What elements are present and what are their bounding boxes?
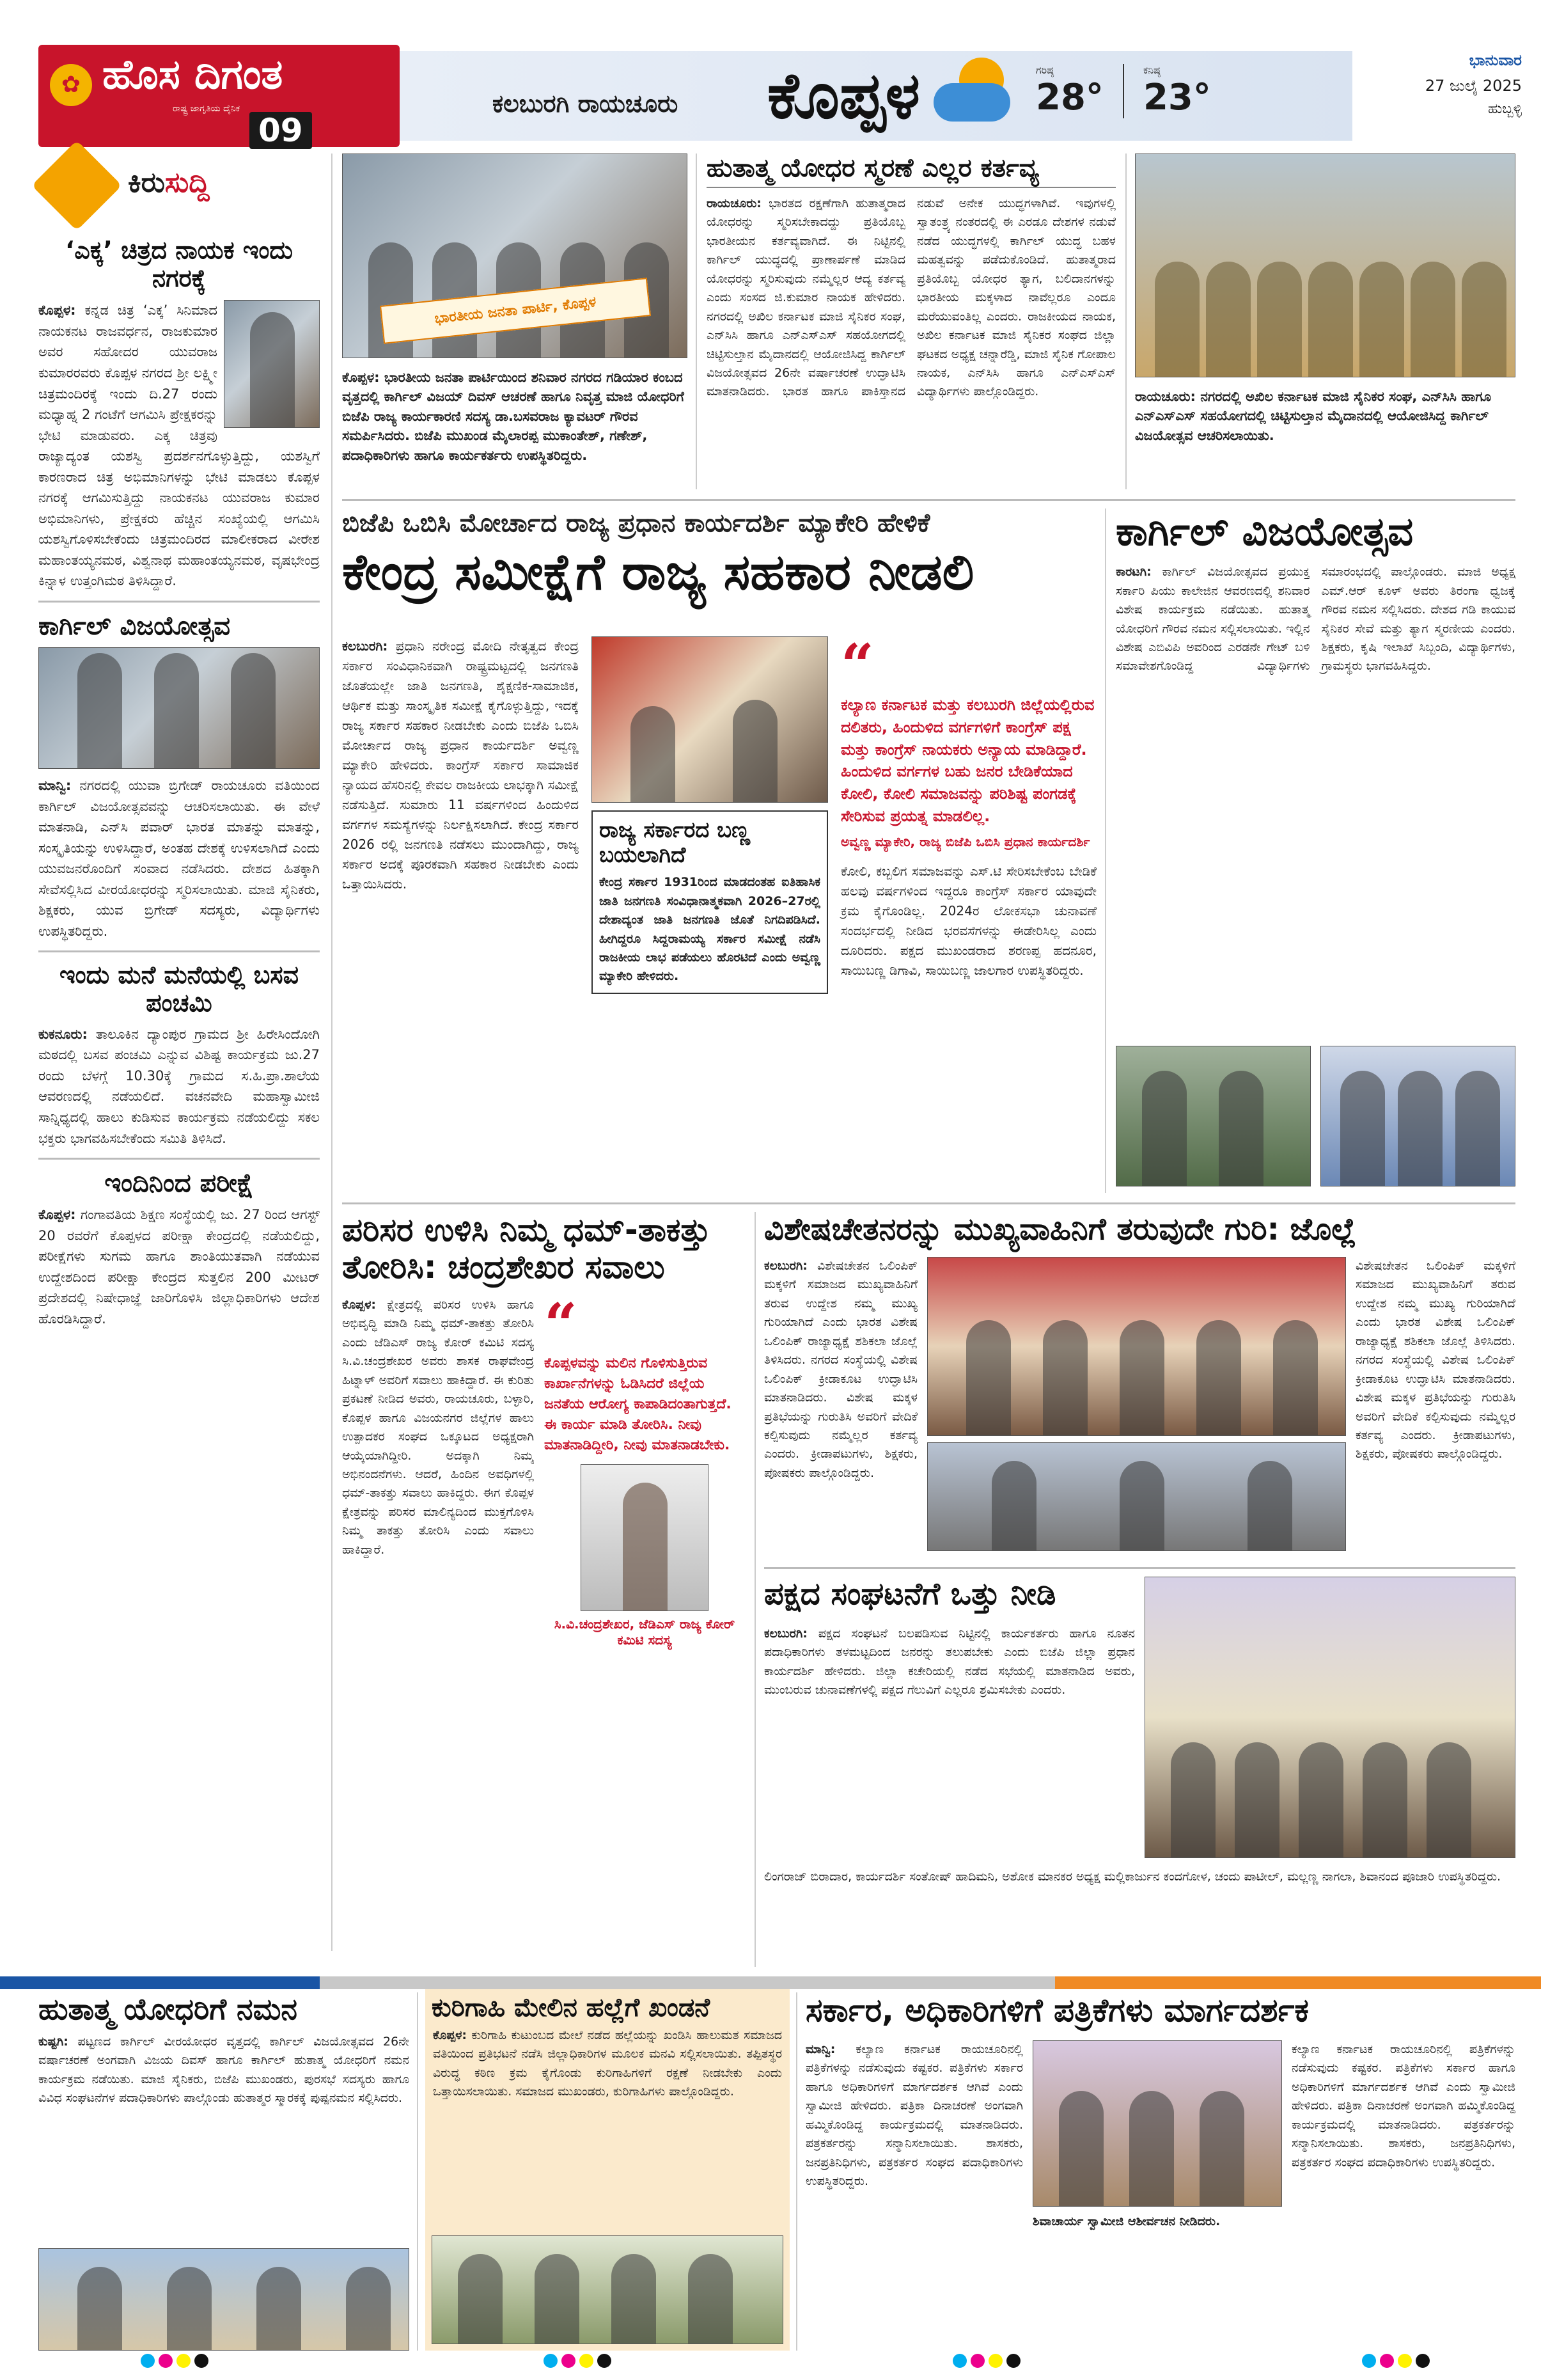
temperature-block: [1036, 64, 1211, 118]
brief-body: ಕನ್ನಡ ಚಿತ್ರ ‘ಎಕ್ಕ’ ಸಿನಿಮಾದ ನಾಯಕನಟ ರಾಜವರ್ಧನ, ರಾಜಕುಮಾರ ಅವರ ಸಹೋದರ ಯುವರಾಜ ಕುಮಾರರವರು ಕೊಪ್ಪಳ ನಗರದ ಶ್ರೀ ಲಕ್ಷ್ಮೀ ಚಿತ್ರಮಂದಿರಕ್ಕೆ ಇಂದು ದಿ.27 ರಂದು ಮಧ್ಯಾಹ್ನ 2 ಗಂಟೆಗೆ ಆಗಮಿಸಿ ಪ್ರೇಕ್ಷಕರನ್ನು ಭೇಟಿ ಮಾಡುವರು. ಎಕ್ಕ ಚಿತ್ರವು ರಾಜ್ಯಾದ್ಯಂತ ಯಶಸ್ವಿ ಪ್ರದರ್ಶನಗೊಳ್ಳುತ್ತಿದ್ದು, ಯಶಸ್ವಿಗೆ ಕಾರಣರಾದ ಚಿತ್ರ ಅಭಿಮಾನಿಗಳನ್ನು ಭೇಟಿ ಮಾಡಲು ಕೊಪ್ಪಳ ನಗರಕ್ಕೆ ಆಗಮಿಸುತ್ತಿದ್ದು ನಾಯಕನಟ ಯುವರಾಜ ಕುಮಾರ ಅಭಿಮಾನಿಗಳು, ಪ್ರೇಕ್ಷಕರು ಹೆಚ್ಚಿನ ಸಂಖ್ಯೆಯಲ್ಲಿ ಆಗಮಿಸಿ ಯಶಸ್ವಿಗೊಳಿಸಬೇಕೆಂದು ಚಿತ್ರಮಂದಿರದ ಮಾಲೀಕರಾದ ವೀರೇಶ ಮಹಾಂತಯ್ಯನಮಠ, ವಿಶ್ವನಾಥ ಮಹಾಂತಯ್ಯನಮಠ, ವೃಷಭೇಂದ್ರ ಕಿನ್ನಾಳ ಉತ್ತಂಗಿಮಠ ತಿಳಿಸಿದ್ದಾರೆ.: [38, 303, 320, 589]
column-divider: [331, 154, 332, 1951]
dateline: ಮಾನ್ವಿ:: [806, 2042, 836, 2056]
quote-author: ಸಿ.ವಿ.ಚಂದ್ರಶೇಖರ, ಜೆಡಿಎಸ್ ರಾಜ್ಯ ಕೋರ್ ಕಮಿಟಿ ಸದಸ್ಯ: [554, 1616, 735, 1648]
banner: ಭಾರತೀಯ ಜನತಾ ಪಾರ್ಟಿ, ಕೊಪ್ಪಳ: [380, 278, 651, 344]
felicitation-photo: [1033, 2040, 1282, 2207]
date: 27 ಜುಲೈ 2025: [1425, 77, 1522, 95]
page-number: 09: [249, 112, 312, 149]
hand-icon: [31, 140, 121, 230]
party-photo: [1145, 1577, 1515, 1858]
story-title: ಹುತಾತ್ಮ ಯೋಧರ ಸ್ಮರಣೆ ಎಲ್ಲರ ಕರ್ತವ್ಯ: [707, 154, 1039, 183]
max-temp: 28°: [1036, 77, 1104, 118]
story-body: ಪಟ್ಟಣದ ಕಾರ್ಗಿಲ್ ವೀರಯೋಧರ ವೃತ್ತದಲ್ಲಿ ಕಾರ್ಗಿಲ್ ವಿಜಯೋತ್ಸವದ 26ನೇ ವರ್ಷಾಚರಣೆ ಅಂಗವಾಗಿ ವಿಜಯ ದಿವಸ್ ಹಾಗೂ ಕಾರ್ಗಿಲ್ ಹುತಾತ್ಮ ಯೋಧರಿಗೆ ನಮನ ಕಾರ್ಯಕ್ರಮ ನಡೆಯಿತು. ಮಾಜಿ ಸೈನಿಕರು, ಬಿಜೆಪಿ ಮುಖಂಡರು, ಪುರಸಭೆ ಸದಸ್ಯರು ಹಾಗೂ ವಿವಿಧ ಸಂಘಟನೆಗಳ ಪದಾಧಿಕಾರಿಗಳು ಪಾಲ್ಗೊಂಡು ಹುತಾತ್ಮರ ಸ್ಮಾರಕಕ್ಕೆ ಪುಷ್ಪನಮನ ಸಲ್ಲಿಸಿದರು.: [38, 2034, 409, 2106]
bottom-middle-story: [425, 1989, 790, 2351]
quote-author: ಅವ್ವಣ್ಣ ಮ್ಯಾಕೇರಿ, ರಾಜ್ಯ ಬಿಜೆಪಿ ಒಬಿಸಿ ಪ್ರಧಾನ ಕಾರ್ಯದರ್ಶಿ: [841, 833, 1090, 849]
kargil-title: ಕಾರ್ಗಿಲ್ ವಿಜಯೋತ್ಸವ: [1116, 508, 1414, 555]
registration-marks: [1362, 2354, 1432, 2368]
story-body: ಕ್ಷೇತ್ರದಲ್ಲಿ ಪರಿಸರ ಉಳಿಸಿ ಹಾಗೂ ಅಭಿವೃದ್ಧಿ ಮಾಡಿ ನಿಮ್ಮ ಧಮ್-ತಾಕತ್ತು ತೋರಿಸಿ ಎಂದು ಜೆಡಿಎಸ್ ರಾಜ್ಯ ಕೋರ್ ಕಮಿಟಿ ಸದಸ್ಯ ಸಿ.ವಿ.ಚಂದ್ರಶೇಖರ ಅವರು ಶಾಸಕ ರಾಘವೇಂದ್ರ ಹಿಟ್ನಾಳ್ ಅವರಿಗೆ ಸವಾಲು ಹಾಕಿದ್ದಾರೆ. ಈ ಕುರಿತು ಪ್ರಕಟಣೆ ನೀಡಿದ ಅವರು, ರಾಯಚೂರು, ಬಳ್ಳಾರಿ, ಕೊಪ್ಪಳ ಹಾಗೂ ವಿಜಯನಗರ ಜಿಲ್ಲೆಗಳ ಹಾಲು ಉತ್ಪಾದಕರ ಸಂಘದ ಒಕ್ಕೂಟದ ಅಧ್ಯಕ್ಷರಾಗಿ ಆಯ್ಕೆಯಾಗಿದ್ದೀರಿ. ಅದಕ್ಕಾಗಿ ನಿಮ್ಮ ಅಭಿನಂದನೆಗಳು. ಆದರೆ, ಹಿಂದಿನ ಅವಧಿಗಳಲ್ಲಿ ಧಮ್-ತಾಕತ್ತು ಸವಾಲು ಹಾಕಿದ್ದರು. ಈಗ ಕೊಪ್ಪಳ ಕ್ಷೇತ್ರವನ್ನು ಪರಿಸರ ಮಾಲಿನ್ಯದಿಂದ ಮುಕ್ತಗೊಳಿಸಿ ನಿಮ್ಮ ತಾಕತ್ತು ತೋರಿಸಿ ಎಂದು ಸವಾಲು ಹಾಕಿದ್ದಾರೆ.: [342, 1298, 534, 1557]
column-divider: [796, 1992, 797, 2351]
min-label: ಕನಿಷ್ಠ: [1143, 64, 1161, 76]
actor-photo: [224, 300, 320, 428]
kiru-prefix: ಕಿರು: [128, 166, 165, 199]
story-body: ವಿಶೇಷಚೇತನ ಒಲಿಂಪಿಕ್ ಮಕ್ಕಳಿಗೆ ಸಮಾಜದ ಮುಖ್ಯವಾಹಿನಿಗೆ ತರುವ ಉದ್ದೇಶ ನಮ್ಮ ಮುಖ್ಯ ಗುರಿಯಾಗಿದೆ ಎಂದು ಭಾರತ ವಿಶೇಷ ಒಲಿಂಪಿಕ್ ರಾಜ್ಯಾಧ್ಯಕ್ಷೆ ಶಶಿಕಲಾ ಜೊಲ್ಲೆ ತಿಳಿಸಿದರು. ನಗರದ ಸಂಸ್ಥೆಯಲ್ಲಿ ವಿಶೇಷ ಒಲಿಂಪಿಕ್ ಕ್ರೀಡಾಕೂಟ ಉದ್ಘಾಟಿಸಿ ಮಾತನಾಡಿದರು. ವಿಶೇಷ ಮಕ್ಕಳ ಪ್ರತಿಭೆಯನ್ನು ಗುರುತಿಸಿ ಅವರಿಗೆ ವೇದಿಕೆ ಕಲ್ಪಿಸುವುದು ನಮ್ಮೆಲ್ಲರ ಕರ್ತವ್ಯ ಎಂದರು. ಕ್ರೀಡಾಪಟುಗಳು, ಶಿಕ್ಷಕರು, ಪೋಷಕರು ಪಾಲ್ಗೊಂಡಿದ್ದರು.: [764, 1259, 918, 1480]
story-title: ಸರ್ಕಾರ, ಅಧಿಕಾರಿಗಳಿಗೆ ಪತ್ರಿಕೆಗಳು ಮಾರ್ಗದರ್ಶಕ: [806, 1992, 1309, 2029]
dateline: ರಾಯಚೂರು:: [707, 196, 762, 210]
lead-body-2: ಕೋಲಿ, ಕಬ್ಬಲಿಗ ಸಮಾಜವನ್ನು ಎಸ್.ಟಿ ಸೇರಿಸಬೇಕೆಂಬ ಬೇಡಿಕೆ ಹಲವು ವರ್ಷಗಳಿಂದ ಇದ್ದರೂ ಕಾಂಗ್ರೆಸ್ ಸರ್ಕಾರ ಯಾವುದೇ ಕ್ರಮ ಕೈಗೊಂಡಿಲ್ಲ. 2024ರ ಲೋಕಸಭಾ ಚುನಾವಣೆ ಸಂದರ್ಭದಲ್ಲಿ ನೀಡಿದ ಭರವಸೆಗಳನ್ನು ಈಡೇರಿಸಿಲ್ಲ ಎಂದು ದೂರಿದರು. ಪಕ್ಷದ ಮುಖಂಡರಾದ ಶರಣಪ್ಪ ಹದನೂರ, ಸಾಯಿಬಣ್ಣ ಡಿಗಾವಿ, ಸಾಯಿಬಣ್ಣ ಜಾಲಗಾರ ಉಪಸ್ಥಿತರಿದ್ದರು.: [841, 863, 1097, 978]
main-city-title: ಕೊಪ್ಪಳ: [767, 58, 920, 133]
lotus-icon: ✿: [50, 64, 92, 106]
kargil-story: [1116, 508, 1515, 1193]
sidebar-title: ರಾಜ್ಯ ಸರ್ಕಾರದ ಬಣ್ಣ ಬಯಲಾಗಿದೆ: [599, 817, 751, 869]
dateline: ಮಾನ್ವಿ:: [38, 778, 72, 794]
brief-title: ಕಾರ್ಗಿಲ್ ವಿಜಯೋತ್ಸವ: [38, 611, 231, 642]
top-middle-story: [707, 154, 1116, 402]
photo-caption: ಶಿವಾಚಾರ್ಯ ಸ್ವಾಮೀಜಿ ಆಶೀರ್ವಚನ ನೀಡಿದರು.: [1033, 2214, 1221, 2228]
column-divider: [417, 1992, 418, 2351]
min-temp: 23°: [1143, 77, 1211, 118]
section-rule: [342, 499, 1515, 501]
dateline: ಕೊಪ್ಪಳ:: [342, 1298, 376, 1312]
bjp-event-photo: [342, 154, 687, 358]
brief-2: [38, 611, 320, 942]
press-meet-photo: [591, 636, 828, 803]
story-body: ಕಲ್ಯಾಣ ಕರ್ನಾಟಕ ರಾಯಚೂರಿನಲ್ಲಿ ಪತ್ರಿಕೆಗಳನ್ನು ನಡೆಸುವುದು ಕಷ್ಟಕರ. ಪತ್ರಿಕೆಗಳು ಸರ್ಕಾರ ಹಾಗೂ ಅಧಿಕಾರಿಗಳಿಗೆ ಮಾರ್ಗದರ್ಶಕ ಆಗಿವೆ ಎಂದು ಸ್ವಾಮೀಜಿ ಹೇಳಿದರು. ಪತ್ರಿಕಾ ದಿನಾಚರಣೆ ಅಂಗವಾಗಿ ಹಮ್ಮಿಕೊಂಡಿದ್ದ ಕಾರ್ಯಕ್ರಮದಲ್ಲಿ ಮಾತನಾಡಿದರು. ಪತ್ರಕರ್ತರನ್ನು ಸನ್ಮಾನಿಸಲಾಯಿತು. ಶಾಸಕರು, ಜನಪ್ರತಿನಿಧಿಗಳು, ಪತ್ರಕರ್ತರ ಸಂಘದ ಪದಾಧಿಕಾರಿಗಳು ಉಪಸ್ಥಿತರಿದ್ದರು.: [806, 2042, 1023, 2189]
ncc-photo: [1135, 154, 1515, 377]
dateline: ಕುಕನೂರು:: [38, 1026, 88, 1042]
column-divider: [1125, 154, 1127, 489]
party-story: [764, 1577, 1515, 1967]
lead-title: ಕೇಂದ್ರ ಸಮೀಕ್ಷೆಗೆ ರಾಜ್ಯ ಸಹಕಾರ ನೀಡಲಿ: [342, 544, 974, 601]
color-stripe: [0, 1976, 320, 1989]
weather-icon: [934, 58, 1023, 128]
day: ಭಾನುವಾರ: [1469, 51, 1522, 69]
event-photo: [38, 647, 320, 769]
quote-icon: “: [544, 1291, 577, 1359]
bottom-right-story: [806, 1992, 1515, 2351]
brief-body: ತಾಲೂಕಿನ ದ್ಯಾಂಪುರ ಗ್ರಾಮದ ಶ್ರೀ ಹಿರೇಸಿಂದೋಗಿ ಮಠದಲ್ಲಿ ಬಸವ ಪಂಚಮಿ ಎನ್ನುವ ವಿಶಿಷ್ಟ ಕಾರ್ಯಕ್ರಮ ಜು.27 ರಂದು ಬೆಳಗ್ಗೆ 10.30ಕ್ಕೆ ಗ್ರಾಮದ ಸ.ಹಿ.ಪ್ರಾ.ಶಾಲೆಯ ಆವರಣದಲ್ಲಿ ನಡೆಯಲಿದೆ. ವಚನವೇದಿ ಮಹಾಸ್ವಾಮೀಜಿ ಸಾನ್ನಿಧ್ಯದಲ್ಲಿ ಹಾಲು ಕುಡಿಸುವ ಕಾರ್ಯಕ್ರಮ ನಡೆಯಲಿದ್ದು ಸಕಲ ಭಕ್ತರು ಭಾಗವಹಿಸಬೇಕೆಂದು ಸಮಿತಿ ತಿಳಿಸಿದೆ.: [38, 1026, 320, 1146]
bottom-left-story: [38, 1992, 409, 2351]
newspaper-logo: [38, 45, 400, 147]
registration-marks: [544, 2354, 614, 2368]
event-photo-2: [927, 1442, 1346, 1551]
kargil-photo-1: [1116, 1046, 1311, 1186]
story-body: ಕುರಿಗಾಹಿ ಕುಟುಂಬದ ಮೇಲೆ ನಡೆದ ಹಲ್ಲೆಯನ್ನು ಖಂಡಿಸಿ ಹಾಲುಮತ ಸಮಾಜದ ವತಿಯಿಂದ ಪ್ರತಿಭಟನೆ ನಡೆಸಿ ಜಿಲ್ಲಾಧಿಕಾರಿಗಳ ಮೂಲಕ ಮನವಿ ಸಲ್ಲಿಸಲಾಯಿತು. ತಪ್ಪಿತಸ್ಥರ ವಿರುದ್ಧ ಕಠಿಣ ಕ್ರಮ ಕೈಗೊಂಡು ಕುರಿಗಾಹಿಗಳಿಗೆ ರಕ್ಷಣೆ ನೀಡಬೇಕು ಎಂದು ಒತ್ತಾಯಿಸಲಾಯಿತು. ಸಮಾಜದ ಮುಖಂಡರು, ಕುರಿಗಾಹಿಗಳು ಪಾಲ್ಗೊಂಡಿದ್ದರು.: [433, 2028, 782, 2099]
story-title: ಹುತಾತ್ಮ ಯೋಧರಿಗೆ ನಮನ: [38, 1992, 297, 2026]
lead-sidebar: [591, 810, 828, 994]
edition-place: ಹುಬ್ಬಳ್ಳಿ: [1487, 101, 1522, 117]
dateline: ಕೊಪ್ಪಳ:: [433, 2028, 467, 2042]
date-block: [1362, 51, 1522, 141]
environment-story: [342, 1212, 745, 1967]
protest-photo: [432, 2235, 783, 2344]
quote-icon: “: [841, 631, 874, 699]
photo-caption: ಲಿಂಗರಾಜ್ ಬಿರಾದಾರ, ಕಾರ್ಯದರ್ಶಿ ಸಂತೋಷ್ ಹಾದಿಮನಿ, ಅಶೋಕ ಮಾನಕರ ಅಧ್ಯಕ್ಷ ಮಲ್ಲಿಕಾರ್ಜುನ ಕಂದಗೋಳ, ಚಂದು ಪಾಟೀಲ್, ಮಲ್ಲಣ್ಣ ನಾಗಲಾ, ಶಿವಾನಂದ ಪೂಜಾರಿ ಉಪಸ್ಥಿತರಿದ್ದರು.: [764, 1870, 1501, 1884]
column-divider: [1105, 508, 1106, 1193]
memorial-photo: [38, 2248, 409, 2351]
column-divider: [755, 1212, 756, 1967]
story-title: ಕುರಿಗಾಹಿ ಮೇಲಿನ ಹಲ್ಲೆಗೆ ಖಂಡನೆ: [432, 1993, 710, 2022]
dateline: ಕಾರಟಗಿ:: [1116, 565, 1152, 579]
section-rule: [342, 1202, 1515, 1204]
color-stripe: [1055, 1976, 1541, 1989]
cities-label: ಕಲಬುರಗಿ ರಾಯಚೂರು: [492, 90, 678, 118]
event-photo: [927, 1257, 1346, 1436]
brief-title: ಇಂದಿನಿಂದ ಪರೀಕ್ಷೆ: [104, 1169, 254, 1199]
dateline: ಕಲಬುರಗಿ:: [764, 1627, 808, 1641]
top-photo-story: [342, 154, 687, 489]
lead-quote: ಕಲ್ಯಾಣ ಕರ್ನಾಟಕ ಮತ್ತು ಕಲಬುರಗಿ ಜಿಲ್ಲೆಯಲ್ಲಿರುವ ದಲಿತರು, ಹಿಂದುಳಿದ ವರ್ಗಗಳಿಗೆ ಕಾಂಗ್ರೆಸ್ ಪಕ್ಷ ಮತ್ತು ಕಾಂಗ್ರೆಸ್ ನಾಯಕರು ಅನ್ಯಾಯ ಮಾಡಿದ್ದಾರೆ. ಹಿಂದುಳಿದ ವರ್ಗಗಳ ಬಹು ಜನರ ಬೇಡಿಕೆಯಾದ ಕೋಲಿ, ಕೋಲಿ ಸಮಾಜವನ್ನು ಪರಿಶಿಷ್ಟ ಪಂಗಡಕ್ಕೆ ಸೇರಿಸುವ ಪ್ರಯತ್ನ ಮಾಡಲಿಲ್ಲ.: [841, 696, 1095, 825]
section-rule: [764, 1567, 1515, 1569]
brief-body: ನಗರದಲ್ಲಿ ಯುವಾ ಬ್ರಿಗೇಡ್ ರಾಯಚೂರು ವತಿಯಿಂದ ಕಾರ್ಗಿಲ್ ವಿಜಯೋತ್ಸವವನ್ನು ಆಚರಿಸಲಾಯಿತು. ಈ ವೇಳೆ ಮಾತನಾಡಿ, ಎನ್‌ಸಿ ಪವಾರ್ ಭಾರತ ಮಾತನ್ನು ಮಾತನ್ನು, ಸಂಸ್ಕೃತಿಯನ್ನು ಉಳಿಸಿದ್ದಾರೆ, ಅಂತಹ ದೇಶಕ್ಕೆ ಉಳಿಸಲಾಗಿದೆ ಎಂದು ಯುವಜನರೊಂದಿಗೆ ಸಂವಾದ ನಡೆಸಿದರು. ದೇಶದ ಹಿತಕ್ಕಾಗಿ ಸೇವೆಸಲ್ಲಿಸಿದ ವೀರಯೋಧರನ್ನು ಸ್ಮರಿಸಲಾಯಿತು. ಮಾಜಿ ಸೈನಿಕರು, ಶಿಕ್ಷಕರು, ಯುವ ಬ್ರಿಗೇಡ್ ಸದಸ್ಯರು, ವಿದ್ಯಾರ್ಥಿಗಳು ಉಪಸ್ಥಿತರಿದ್ದರು.: [38, 778, 320, 939]
sidebar-body: ಕೇಂದ್ರ ಸರ್ಕಾರ 1931ರಿಂದ ಮಾಡದಂತಹ ಐತಿಹಾಸಿಕ ಜಾತಿ ಜನಗಣತಿ ಸಂವಿಧಾನಾತ್ಮಕವಾಗಿ 2026–27ರಲ್ಲಿ ದೇಶಾದ್ಯಂತ ಜಾತಿ ಜನಗಣತಿ ಜೊತೆ ನಿಗದಿಪಡಿಸಿದೆ. ಹೀಗಿದ್ದರೂ ಸಿದ್ದರಾಮಯ್ಯ ಸರ್ಕಾರ ಸಮೀಕ್ಷೆ ನಡೆಸಿ ರಾಜಕೀಯ ಲಾಭ ಪಡೆಯಲು ಹೊರಟಿದೆ ಎಂದು ಅವ್ವಣ್ಣ ಮ್ಯಾಕೇರಿ ಹೇಳಿದರು.: [599, 875, 820, 984]
photo-caption: ಕೊಪ್ಪಳ: ಭಾರತೀಯ ಜನತಾ ಪಾರ್ಟಿಯಿಂದ ಶನಿವಾರ ನಗರದ ಗಡಿಯಾರ ಕಂಬದ ವೃತ್ತದಲ್ಲಿ ಕಾರ್ಗಿಲ್ ವಿಜಯ್ ದಿವಸ್ ಆಚರಣೆ ಹಾಗೂ ನಿವೃತ್ತ ಮಾಜಿ ಯೋಧರಿಗೆ ಬಿಜೆಪಿ ರಾಜ್ಯ ಕಾರ್ಯಕಾರಣಿ ಸದಸ್ಯ ಡಾ.ಬಸವರಾಜ ಕ್ಯಾವಟರ್ ಗೌರವ ಸಮರ್ಪಿಸಿದರು. ಬಿಜೆಪಿ ಮುಖಂಡ ಮೈಲಾರಪ್ಪ ಮುಕಾಂತೇಶ್, ಗಣೇಶ್, ಪದಾಧಿಕಾರಿಗಳು ಹಾಗೂ ಕಾರ್ಯಕರ್ತರು ಉಪಸ್ಥಿತರಿದ್ದರು.: [342, 370, 684, 463]
dateline: ಕುಷ್ಟಗಿ:: [38, 2034, 68, 2049]
photo-caption: ರಾಯಚೂರು: ನಗರದಲ್ಲಿ ಅಖಿಲ ಕರ್ನಾಟಕ ಮಾಜಿ ಸೈನಿಕರ ಸಂಘ, ಎನ್‌ಸಿಸಿ ಹಾಗೂ ಎನ್‌ಎಸ್‌ಎಸ್ ಸಹಯೋಗದಲ್ಲಿ ಚಿಟ್ಟಿಸುಲ್ತಾನ ಮೈದಾನದಲ್ಲಿ ಆಯೋಜಿಸಿದ್ದ ಕಾರ್ಗಿಲ್ ವಿಜಯೋತ್ಸವ ಆಚರಿಸಲಾಯಿತು.: [1135, 389, 1491, 443]
color-stripe: [320, 1976, 1055, 1989]
brief-title: ಇಂದು ಮನೆ ಮನೆಯಲ್ಲಿ ಬಸವ ಪಂಚಮಿ: [59, 961, 299, 1018]
story-title: ವಿಶೇಷಚೇತನರನ್ನು ಮುಖ್ಯವಾಹಿನಿಗೆ ತರುವುದೇ ಗುರಿ: ಜೊಲ್ಲೆ: [764, 1211, 1357, 1247]
story-body-continued: ಕಲ್ಯಾಣ ಕರ್ನಾಟಕ ರಾಯಚೂರಿನಲ್ಲಿ ಪತ್ರಿಕೆಗಳನ್ನು ನಡೆಸುವುದು ಕಷ್ಟಕರ. ಪತ್ರಿಕೆಗಳು ಸರ್ಕಾರ ಹಾಗೂ ಅಧಿಕಾರಿಗಳಿಗೆ ಮಾರ್ಗದರ್ಶಕ ಆಗಿವೆ ಎಂದು ಸ್ವಾಮೀಜಿ ಹೇಳಿದರು. ಪತ್ರಿಕಾ ದಿನಾಚರಣೆ ಅಂಗವಾಗಿ ಹಮ್ಮಿಕೊಂಡಿದ್ದ ಕಾರ್ಯಕ್ರಮದಲ್ಲಿ ಮಾತನಾಡಿದರು. ಪತ್ರಕರ್ತರನ್ನು ಸನ್ಮಾನಿಸಲಾಯಿತು. ಶಾಸಕರು, ಜನಪ್ರತಿನಿಧಿಗಳು, ಪತ್ರಕರ್ತರ ಸಂಘದ ಪದಾಧಿಕಾರಿಗಳು ಉಪಸ್ಥಿತರಿದ್ದರು.: [1292, 2042, 1515, 2170]
ncc-photo-story: [1135, 154, 1515, 489]
kargil-body: ಕಾರ್ಗಿಲ್ ವಿಜಯೋತ್ಸವದ ಪ್ರಯುಕ್ತ ಸರ್ಕಾರಿ ಪಿಯು ಕಾಲೇಜಿನ ಆವರಣದಲ್ಲಿ ಶನಿವಾರ ವಿಶೇಷ ಕಾರ್ಯಕ್ರಮ ನಡೆಯಿತು. ಹುತಾತ್ಮ ಯೋಧರಿಗೆ ಗೌರವ ನಮನ ಸಲ್ಲಿಸಲಾಯಿತು. ಇಲ್ಲಿನ ವಿಶೇಷ ಎಬಿವಿಪಿ ಅವರಿಂದ ಎರಡನೇ ಗೇಟ್ ಬಳಿ ಸಮಾವೇಶಗೊಂಡಿದ್ದ ವಿದ್ಯಾರ್ಥಿಗಳು ಸಮಾರಂಭದಲ್ಲಿ ಪಾಲ್ಗೊಂಡರು. ಮಾಜಿ ಅಧ್ಯಕ್ಷ ಎಮ್.ಆರ್ ಕೂಳ್ ಅವರು ತಿರಂಗಾ ಧ್ವಜಕ್ಕೆ ಗೌರವ ನಮನ ಸಲ್ಲಿಸಿದರು. ದೇಶದ ಗಡಿ ಕಾಯುವ ಸೈನಿಕರ ಸೇವೆ ಮತ್ತು ತ್ಯಾಗ ಸ್ಮರಣೀಯ ಎಂದರು. ಶಿಕ್ಷಕರು, ಕೃಷಿ ಇಲಾಖೆ ಸಿಬ್ಬಂದಿ, ವಿದ್ಯಾರ್ಥಿಗಳು, ಗ್ರಾಮಸ್ಥರು ಭಾಗವಹಿಸಿದ್ದರು.: [1116, 565, 1515, 674]
logo-title: ಹೊಸ ದಿಗಂತ: [102, 51, 283, 99]
max-label: ಗರಿಷ್ಠ: [1036, 64, 1054, 76]
story-body: ಭಾರತದ ರಕ್ಷಣೆಗಾಗಿ ಹುತಾತ್ಮರಾದ ಯೋಧರನ್ನು ಸ್ಮರಿಸಬೇಕಾದದ್ದು ಪ್ರತಿಯೊಬ್ಬ ಭಾರತೀಯನ ಕರ್ತವ್ಯವಾಗಿದೆ. ಈ ನಿಟ್ಟಿನಲ್ಲಿ ಕಾರ್ಗಿಲ್ ಯುದ್ಧದಲ್ಲಿ ಪ್ರಾಣಾರ್ಪಣೆ ಮಾಡಿದ ಯೋಧರನ್ನು ಸ್ಮರಿಸುವುದು ನಮ್ಮೆಲ್ಲರ ಆದ್ಯ ಕರ್ತವ್ಯ ಎಂದು ಸಂಸದ ಜಿ.ಕುಮಾರ ನಾಯಕ ಹೇಳಿದರು. ನಗರದಲ್ಲಿ ಅಖಿಲ ಕರ್ನಾಟಕ ಮಾಜಿ ಸೈನಿಕರ ಸಂಘ, ಎನ್‌ಸಿಸಿ ಹಾಗೂ ಎನ್‌ಎಸ್‌ಎಸ್ ಸಹಯೋಗದಲ್ಲಿ ಚಿಟ್ಟಿಸುಲ್ತಾನ ಮೈದಾನದಲ್ಲಿ ಆಯೋಜಿಸಿದ್ದ ಕಾರ್ಗಿಲ್ ವಿಜಯೋತ್ಸವದ 26ನೇ ವರ್ಷಾಚರಣೆ ಉದ್ಘಾಟಿಸಿ ಮಾತನಾಡಿದರು. ಭಾರತ ಹಾಗೂ ಪಾಕಿಸ್ತಾನದ ನಡುವೆ ಅನೇಕ ಯುದ್ಧಗಳಾಗಿವೆ. ಇವುಗಳಲ್ಲಿ ಸ್ವಾತಂತ್ರ್ಯ ನಂತರದಲ್ಲಿ ಈ ಎರಡೂ ದೇಶಗಳ ನಡುವೆ ನಡೆದ ಯುದ್ಧಗಳಲ್ಲಿ ಕಾರ್ಗಿಲ್ ಯುದ್ಧ ಬಹಳ ಮಹತ್ವವನ್ನು ಪಡೆದುಕೊಂಡಿದೆ. ಹುತಾತ್ಮರಾದ ಪ್ರತಿಯೊಬ್ಬ ಯೋಧರ ತ್ಯಾಗ, ಬಲಿದಾನಗಳನ್ನು ಭಾರತೀಯ ಮಕ್ಕಳಾದ ನಾವೆಲ್ಲರೂ ಎಂದೂ ಮರೆಯುವಂತಿಲ್ಲ ಎಂದರು. ರಾಜಕೀಯದ ನಾಯಕ, ಅಖಿಲ ಕರ್ನಾಟಕ ಮಾಜಿ ಸೈನಿಕರ ಸಂಘದ ಜಿಲ್ಲಾ ಘಟಕದ ಅಧ್ಯಕ್ಷ ಚನ್ನಾರೆಡ್ಡಿ, ಮಾಜಿ ಸೈನಿಕ ಗೋಪಾಲ ನಾಯಕ, ಎನ್‌ಸಿಸಿ ಹಾಗೂ ಎನ್‌ಎಸ್‌ಎಸ್ ವಿದ್ಯಾರ್ಥಿಗಳು ಪಾಲ್ಗೊಂಡಿದ್ದರು.: [707, 196, 1116, 399]
story-body-continued: ವಿಶೇಷಚೇತನ ಒಲಿಂಪಿಕ್ ಮಕ್ಕಳಿಗೆ ಸಮಾಜದ ಮುಖ್ಯವಾಹಿನಿಗೆ ತರುವ ಉದ್ದೇಶ ನಮ್ಮ ಮುಖ್ಯ ಗುರಿಯಾಗಿದೆ ಎಂದು ಭಾರತ ವಿಶೇಷ ಒಲಿಂಪಿಕ್ ರಾಜ್ಯಾಧ್ಯಕ್ಷೆ ಶಶಿಕಲಾ ಜೊಲ್ಲೆ ತಿಳಿಸಿದರು. ನಗರದ ಸಂಸ್ಥೆಯಲ್ಲಿ ವಿಶೇಷ ಒಲಿಂಪಿಕ್ ಕ್ರೀಡಾಕೂಟ ಉದ್ಘಾಟಿಸಿ ಮಾತನಾಡಿದರು. ವಿಶೇಷ ಮಕ್ಕಳ ಪ್ರತಿಭೆಯನ್ನು ಗುರುತಿಸಿ ಅವರಿಗೆ ವೇದಿಕೆ ಕಲ್ಪಿಸುವುದು ನಮ್ಮೆಲ್ಲರ ಕರ್ತವ್ಯ ಎಂದರು. ಕ್ರೀಡಾಪಟುಗಳು, ಶಿಕ್ಷಕರು, ಪೋಷಕರು ಪಾಲ್ಗೊಂಡಿದ್ದರು.: [1356, 1259, 1515, 1462]
masthead: [0, 0, 1541, 150]
portrait-photo: [581, 1464, 708, 1611]
brief-3: [38, 961, 320, 1149]
left-column: [38, 237, 320, 1329]
lead-kicker: ಬಿಜೆಪಿ ಒಬಿಸಿ ಮೋರ್ಚಾದ ರಾಜ್ಯ ಪ್ರಧಾನ ಕಾರ್ಯದರ್ಶಿ ಮ್ಯಾಕೇರಿ ಹೇಳಿಕೆ: [342, 508, 930, 538]
registration-marks: [953, 2354, 1023, 2368]
column-divider: [696, 154, 697, 489]
registration-marks: [141, 2354, 211, 2368]
logo-tagline: ರಾಷ್ಟ್ರ ಜಾಗೃತಿಯ ದೈನಿಕ: [173, 104, 240, 114]
dateline: ಕೊಪ್ಪಳ:: [38, 1207, 76, 1223]
brief-1: [38, 237, 320, 592]
brief-title: ‘ಎಕ್ಕ’ ಚಿತ್ರದ ನಾಯಕ ಇಂದು ನಗರಕ್ಕೆ: [65, 236, 293, 292]
brief-4: [38, 1169, 320, 1329]
kargil-photo-2: [1320, 1046, 1515, 1186]
story-body: ಪಕ್ಷದ ಸಂಘಟನೆ ಬಲಪಡಿಸುವ ನಿಟ್ಟಿನಲ್ಲಿ ಕಾರ್ಯಕರ್ತರು ಹಾಗೂ ನೂತನ ಪದಾಧಿಕಾರಿಗಳು ತಳಮಟ್ಟದಿಂದ ಜನರನ್ನು ತಲುಪಬೇಕು ಎಂದು ಬಿಜೆಪಿ ಜಿಲ್ಲಾ ಪ್ರಧಾನ ಕಾರ್ಯದರ್ಶಿ ಹೇಳಿದರು. ಜಿಲ್ಲಾ ಕಚೇರಿಯಲ್ಲಿ ನಡೆದ ಸಭೆಯಲ್ಲಿ ಮಾತನಾಡಿದ ಅವರು, ಮುಂಬರುವ ಚುನಾವಣೆಗಳಲ್ಲಿ ಪಕ್ಷದ ಗೆಲುವಿಗೆ ಎಲ್ಲರೂ ಶ್ರಮಿಸಬೇಕು ಎಂದರು.: [764, 1627, 1135, 1698]
kirusuddi-label: [38, 154, 320, 224]
lead-story: [342, 508, 1097, 1193]
kiru-suffix: ಸುದ್ದಿ: [164, 166, 210, 199]
lead-body: ಪ್ರಧಾನಿ ನರೇಂದ್ರ ಮೋದಿ ನೇತೃತ್ವದ ಕೇಂದ್ರ ಸರ್ಕಾರ ಸಂವಿಧಾನಿಕವಾಗಿ ರಾಷ್ಟ್ರಮಟ್ಟದಲ್ಲಿ ಜನಗಣತಿ ಜೊತೆಯಲ್ಲೇ ಜಾತಿ ಜನಗಣತಿ, ಶೈಕ್ಷಣಿಕ-ಸಾಮಾಜಿಕ, ಆರ್ಥಿಕ ಮತ್ತು ಸಾಂಸ್ಕೃತಿಕ ಸಮೀಕ್ಷೆ ಕೈಗೊಳ್ಳುತ್ತಿದ್ದು, ಇದಕ್ಕೆ ರಾಜ್ಯ ಸರ್ಕಾರ ಸಹಕಾರ ನೀಡಬೇಕು ಎಂದು ಬಿಜೆಪಿ ಒಬಿಸಿ ಮೋರ್ಚಾದ ರಾಜ್ಯ ಪ್ರಧಾನ ಕಾರ್ಯದರ್ಶಿ ಅವ್ವಣ್ಣ ಮ್ಯಾಕೇರಿ ಹೇಳಿದರು. ಕಾಂಗ್ರೆಸ್ ಸರ್ಕಾರ ಸಾಮಾಜಿಕ ನ್ಯಾಯದ ಹೆಸರಿನಲ್ಲಿ ಕೇವಲ ರಾಜಕೀಯ ಲಾಭಕ್ಕಾಗಿ ಸಮೀಕ್ಷೆ ನಡೆಸುತ್ತಿದೆ. ಸುಮಾರು 11 ವರ್ಷಗಳಿಂದ ಹಿಂದುಳಿದ ವರ್ಗಗಳ ಸಮಸ್ಯೆಗಳನ್ನು ನಿರ್ಲಕ್ಷಿಸಲಾಗಿದೆ. ಕೇಂದ್ರ ಸರ್ಕಾರ 2026 ರಲ್ಲಿ ಜನಗಣತಿ ನಡೆಸಲು ಮುಂದಾಗಿದ್ದು, ರಾಜ್ಯ ಸರ್ಕಾರ ಅದಕ್ಕೆ ಪೂರಕವಾಗಿ ಸಹಕಾರ ನೀಡಬೇಕು ಎಂದು ಒತ್ತಾಯಿಸಿದರು.: [342, 638, 579, 892]
dateline: ಕಲಬುರಗಿ:: [764, 1259, 808, 1273]
brief-body: ಗಂಗಾವತಿಯ ಶಿಕ್ಷಣ ಸಂಸ್ಥೆಯಲ್ಲಿ ಜು. 27 ರಿಂದ ಆಗಸ್ಟ್ 20 ರವರೆಗೆ ಕೊಪ್ಪಳದ ಪರೀಕ್ಷಾ ಕೇಂದ್ರದಲ್ಲಿ ನಡೆಯಲಿದ್ದು, ಪರೀಕ್ಷೆಗಳು ಸುಗಮ ಹಾಗೂ ಶಾಂತಿಯುತವಾಗಿ ನಡೆಯುವ ಉದ್ದೇಶದಿಂದ ಪರೀಕ್ಷಾ ಕೇಂದ್ರದ ಸುತ್ತಲಿನ 200 ಮೀಟರ್ ಪ್ರದೇಶದಲ್ಲಿ ನಿಷೇಧಾಜ್ಞೆ ಜಾರಿಗೊಳಿಸಿ ಜಿಲ್ಲಾಧಿಕಾರಿಗಳು ಆದೇಶ ಹೊರಡಿಸಿದ್ದಾರೆ.: [38, 1207, 320, 1327]
dateline: ಕಲಬುರಗಿ:: [342, 638, 388, 654]
story-title: ಪರಿಸರ ಉಳಿಸಿ ನಿಮ್ಮ ಧಮ್-ತಾಕತ್ತು ತೋರಿಸಿ: ಚಂದ್ರಶೇಖರ ಸವಾಲು: [342, 1211, 711, 1286]
special-olympics-story: [764, 1212, 1515, 1557]
dateline: ಕೊಪ್ಪಳ:: [38, 303, 76, 319]
story-quote: ಕೊಪ್ಪಳವನ್ನು ಮಲಿನ ಗೊಳಿಸುತ್ತಿರುವ ಕಾರ್ಖಾನೆಗಳನ್ನು ಓಡಿಸಿದರೆ ಜಿಲ್ಲೆಯ ಜನತೆಯ ಆರೋಗ್ಯ ಕಾಪಾಡಿದಂತಾಗುತ್ತದೆ. ಈ ಕಾರ್ಯ ಮಾಡಿ ತೋರಿಸಿ. ನೀವು ಮಾತನಾಡಿದ್ದೀರಿ, ನೀವು ಮಾತನಾಡಬೇಕು.: [544, 1355, 731, 1453]
story-title: ಪಕ್ಷದ ಸಂಘಟನೆಗೆ ಒತ್ತು ನೀಡಿ: [764, 1576, 1056, 1612]
